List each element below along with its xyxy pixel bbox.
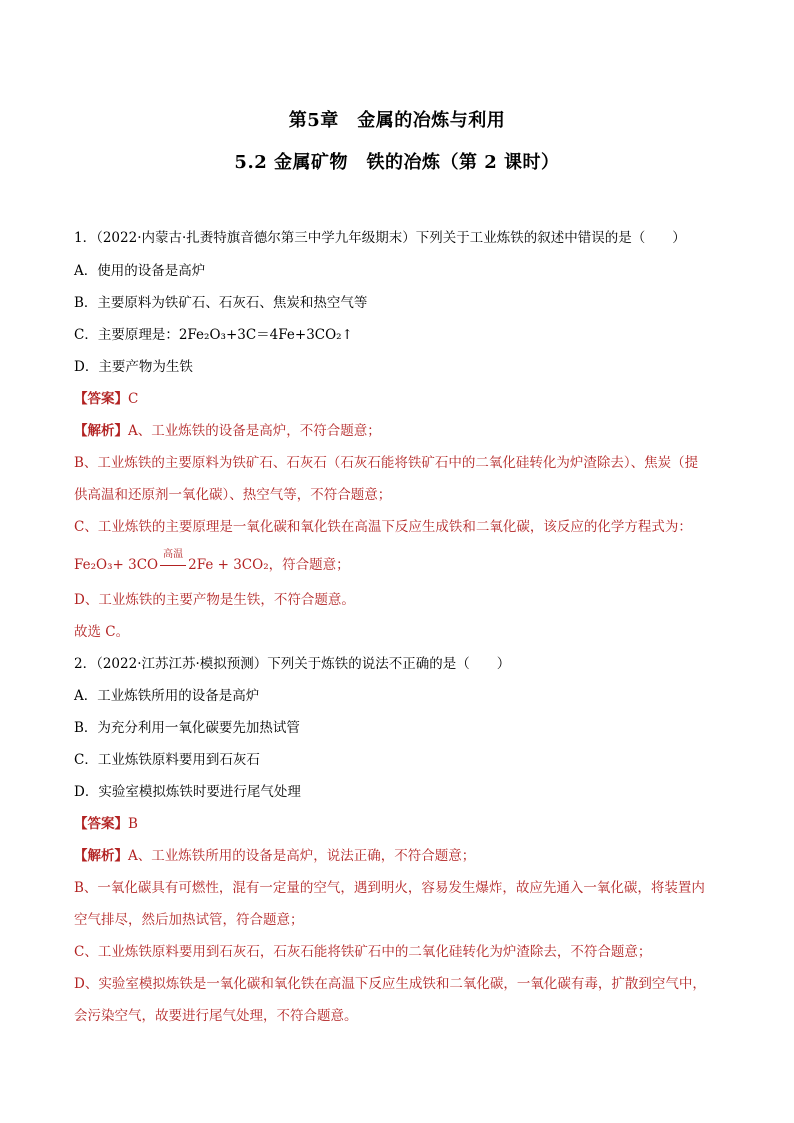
reaction-condition: 高温 <box>163 549 184 560</box>
answer-tag: 【答案】 <box>74 391 128 407</box>
analysis-tag: 【解析】 <box>74 848 128 864</box>
q1-analysis-1 <box>74 421 734 441</box>
lesson-title: 5.2 金属矿物 铁的冶炼（第 2 课时） <box>234 152 560 173</box>
equation-left: Fe₂O₃+ 3CO <box>74 557 159 573</box>
q2-analysis-4a: D、实验室模拟炼铁是一氧化碳和氧化铁在高温下反应生成铁和二氧化碳，一氧化碳有毒，扩散到空气中， <box>74 976 706 992</box>
reaction-arrow <box>158 549 188 575</box>
equation-right: 2Fe + 3CO₂，符合题意； <box>188 557 350 573</box>
q1-analysis-2b: 供高温和还原剂一氧化碳）、热空气等，不符合题意； <box>74 487 392 503</box>
q1-analysis-3: C、工业炼铁的主要原理是一氧化碳和氧化铁在高温下反应生成铁和二氧化碳，该反应的化学方程式为： <box>74 519 692 535</box>
q2-analysis-2a: B、一氧化碳具有可燃性，混有一定量的空气，遇到明火，容易发生爆炸，故应先通入一氧化碳，将装置内 <box>74 880 705 896</box>
q1-equation <box>74 549 734 575</box>
q2-option-a: A．工业炼铁所用的设备是高炉 <box>74 688 260 704</box>
answer-value: B <box>128 816 138 832</box>
q1-option-c <box>74 325 734 345</box>
q2-option-d: D．实验室模拟炼铁时要进行尾气处理 <box>74 784 301 800</box>
q2-analysis-2b: 空气排尽，然后加热试管，符合题意； <box>74 912 304 928</box>
q1-option-b: B．主要原料为铁矿石、石灰石、焦炭和热空气等 <box>74 295 368 311</box>
answer-value: C <box>128 391 139 407</box>
analysis-text: A、工业炼铁所用的设备是高炉，说法正确，不符合题意； <box>128 848 476 864</box>
q2-analysis-4b: 会污染空气，故要进行尾气处理，不符合题意。 <box>74 1008 358 1024</box>
q2-stem: 2．（2022·江苏江苏·模拟预测）下列关于炼铁的说法不正确的是（ ） <box>74 656 511 672</box>
q1-option-c-text: C．主要原理是： <box>74 327 179 343</box>
analysis-tag: 【解析】 <box>74 423 128 439</box>
q2-option-c: C．工业炼铁原料要用到石灰石 <box>74 752 260 768</box>
q2-analysis-3: C、工业炼铁原料要用到石灰石，石灰石能将铁矿石中的二氧化硅转化为炉渣除去，不符合题意； <box>74 944 652 960</box>
analysis-text: A、工业炼铁的设备是高炉，不符合题意； <box>128 423 381 439</box>
q1-option-d: D．主要产物为生铁 <box>74 359 193 375</box>
q1-answer <box>74 389 734 409</box>
q1-option-c-formula: 2Fe₂O₃+3C＝4Fe+3CO₂↑ <box>178 327 353 343</box>
answer-tag: 【答案】 <box>74 816 128 832</box>
q1-stem: 1．（2022·内蒙古·扎赉特旗音德尔第三中学九年级期末）下列关于工业炼铁的叙述中错误的是（ ） <box>74 230 686 246</box>
q2-option-b: B．为充分利用一氧化碳要先加热试管 <box>74 720 300 736</box>
q2-answer <box>74 814 734 834</box>
q1-analysis-2a: B、工业炼铁的主要原料为铁矿石、石灰石（石灰石能将铁矿石中的二氧化硅转化为炉渣除去）、焦炭（提 <box>74 455 699 471</box>
q2-analysis-1 <box>74 846 734 866</box>
q1-option-a: A．使用的设备是高炉 <box>74 263 206 279</box>
q1-analysis-4: D、工业炼铁的主要产物是生铁，不符合题意。 <box>74 592 355 608</box>
reaction-bar <box>160 565 186 566</box>
chapter-title: 第5章 金属的冶炼与利用 <box>288 110 506 131</box>
q1-conclusion: 故选 C。 <box>74 624 130 640</box>
